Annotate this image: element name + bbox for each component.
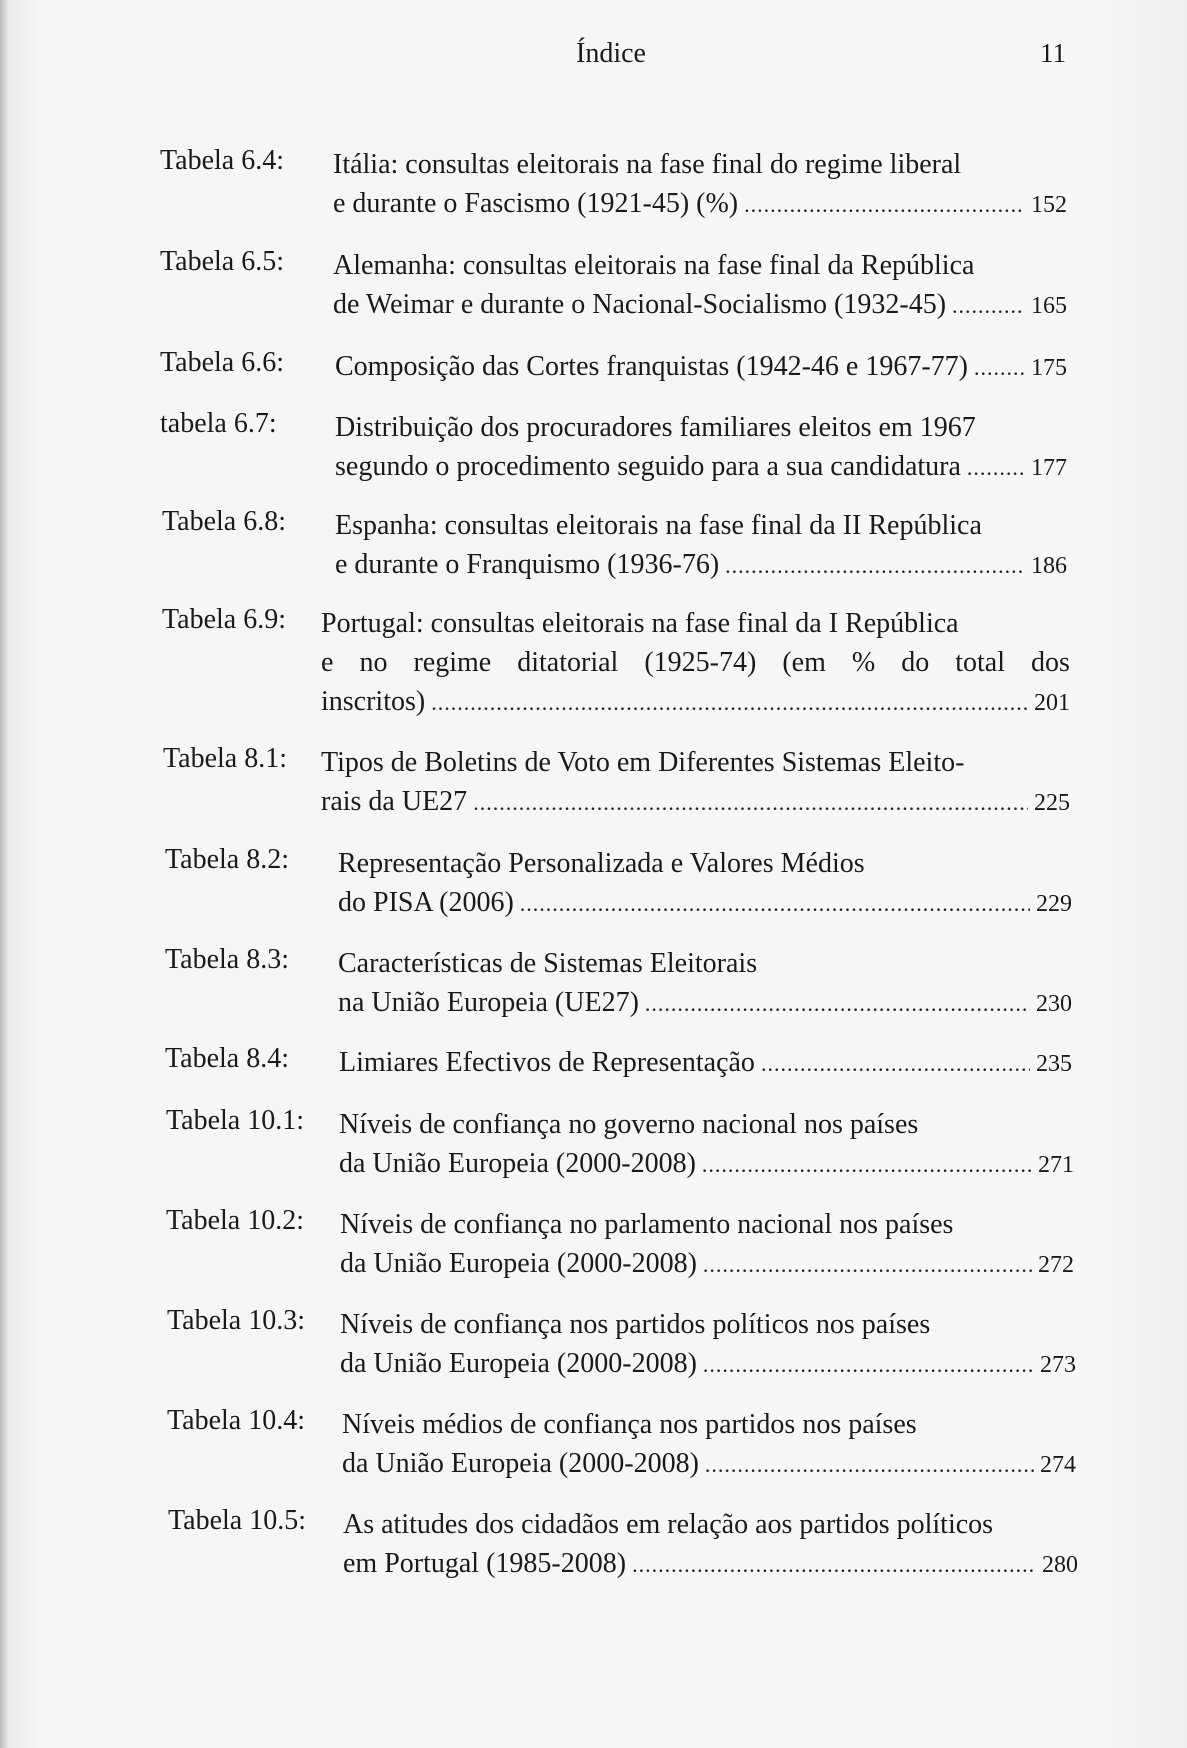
toc-entry-page-number: 152 — [1031, 192, 1067, 218]
toc-entry-description — [338, 844, 1072, 924]
dot-leader — [702, 1145, 1032, 1184]
dot-leader — [703, 1345, 1034, 1384]
toc-entry-label: Tabela 8.2: — [165, 844, 289, 875]
toc-entry-last-line — [338, 983, 1072, 1024]
dot-leader — [952, 286, 1025, 325]
toc-entry-text: da União Europeia (2000-2008) — [340, 1348, 697, 1379]
toc-entry-label: Tabela 6.5: — [160, 246, 284, 277]
toc-entry-word: dos — [1031, 647, 1070, 678]
toc-entry-description — [335, 347, 1067, 388]
toc-entry-text: inscritos) — [321, 686, 426, 717]
toc-entry-page-number: 230 — [1036, 991, 1072, 1017]
toc-entry-label: Tabela 6.6: — [160, 347, 284, 378]
toc-entry-description — [338, 944, 1072, 1024]
toc-entry-text: Limiares Efectivos de Representação — [339, 1047, 755, 1078]
toc-entry-line: Itália: consultas eleitorais na fase final do regime liberal — [333, 149, 962, 180]
toc-entry-word: e — [321, 647, 334, 678]
dot-leader — [645, 984, 1030, 1023]
toc-entry-line: As atitudes dos cidadãos em relação aos partidos políticos — [343, 1509, 994, 1540]
toc-entry-last-line — [333, 285, 1067, 326]
toc-entry-description — [339, 1105, 1074, 1185]
header-page-number: 11 — [1040, 38, 1066, 68]
dot-leader — [974, 348, 1025, 387]
toc-entry-label: Tabela 8.1: — [163, 743, 287, 774]
toc-entry-page-number: 235 — [1036, 1051, 1072, 1077]
toc-entry-description — [335, 408, 1067, 488]
toc-entry-word: (1925-74) — [644, 647, 757, 678]
toc-entry-last-line — [340, 1244, 1074, 1285]
toc-entry-description — [343, 1505, 1078, 1585]
dot-leader — [725, 546, 1025, 585]
toc-entry-line: Características de Sistemas Eleitorais — [338, 948, 758, 979]
dot-leader — [632, 1545, 1036, 1584]
toc-entry-last-line — [333, 184, 1067, 225]
header-title: Índice — [576, 38, 646, 69]
toc-entry-page-number: 201 — [1034, 690, 1070, 716]
toc-entry-page-number: 177 — [1031, 455, 1067, 481]
toc-entry-last-line — [335, 447, 1067, 488]
dot-leader — [705, 1445, 1034, 1484]
dot-leader — [431, 683, 1028, 722]
toc-entry-description — [335, 506, 1067, 586]
toc-entry-label: Tabela 6.9: — [162, 604, 286, 635]
toc-entry-line: Tipos de Boletins de Voto em Diferentes Sistemas Eleito- — [321, 747, 965, 778]
toc-entry-text: em Portugal (1985-2008) — [343, 1548, 627, 1579]
toc-entry-line: Espanha: consultas eleitorais na fase final da II República — [335, 510, 982, 541]
dot-leader — [967, 448, 1025, 487]
toc-entry-page-number: 186 — [1031, 553, 1067, 579]
toc-entry-last-line — [343, 1544, 1078, 1585]
toc-entry-page-number: 273 — [1040, 1352, 1076, 1378]
dot-leader — [744, 185, 1025, 224]
toc-entry-description — [333, 145, 1067, 225]
toc-entry-line — [321, 643, 1070, 682]
toc-entry-label: Tabela 6.8: — [162, 506, 286, 537]
toc-entry-line: Níveis de confiança no parlamento nacional nos países — [340, 1209, 954, 1240]
toc-entry-last-line — [340, 1344, 1076, 1385]
toc-entry-label: tabela 6.7: — [160, 408, 277, 439]
toc-entry-page-number: 229 — [1036, 891, 1072, 917]
toc-entry-text: na União Europeia (UE27) — [338, 987, 639, 1018]
toc-entry-word: ditatorial — [517, 647, 619, 678]
toc-entry-label: Tabela 10.2: — [166, 1205, 304, 1236]
toc-entry-label: Tabela 8.3: — [165, 944, 289, 975]
toc-entry-last-line — [339, 1144, 1074, 1185]
toc-entry-last-line — [342, 1444, 1076, 1485]
toc-entry-label: Tabela 6.4: — [160, 145, 284, 176]
toc-entry-word: total — [955, 647, 1005, 678]
toc-entry-text: Composição das Cortes franquistas (1942-46 e 1967-77) — [335, 351, 968, 382]
toc-entry-last-line — [321, 682, 1070, 723]
toc-entry-description — [333, 246, 1067, 326]
toc-entry-text: e durante o Franquismo (1936-76) — [335, 549, 720, 580]
toc-entry-text: do PISA (2006) — [338, 887, 514, 918]
toc-entry-last-line — [338, 883, 1072, 924]
dot-leader — [761, 1044, 1030, 1083]
toc-entry-description — [321, 604, 1070, 723]
toc-entry-text: da União Europeia (2000-2008) — [342, 1448, 699, 1479]
toc-entry-label: Tabela 10.3: — [167, 1305, 305, 1336]
toc-entry-page-number: 280 — [1042, 1552, 1078, 1578]
toc-entry-description — [339, 1043, 1072, 1084]
dot-leader — [473, 783, 1028, 822]
toc-entry-label: Tabela 10.5: — [168, 1505, 306, 1536]
toc-entry-text: segundo o procedimento seguido para a sua candidatura — [335, 451, 961, 482]
toc-entry-line: Alemanha: consultas eleitorais na fase final da República — [333, 250, 975, 281]
toc-entry-label: Tabela 10.1: — [166, 1105, 304, 1136]
toc-entry-description — [340, 1205, 1074, 1285]
toc-entry-text: rais da UE27 — [321, 786, 468, 817]
toc-entry-word: no — [359, 647, 388, 678]
toc-entry-word: regime — [413, 647, 492, 678]
toc-entry-page-number: 271 — [1038, 1152, 1074, 1178]
dot-leader — [520, 884, 1030, 923]
toc-entry-label: Tabela 8.4: — [165, 1043, 289, 1074]
toc-entry-line: Níveis de confiança nos partidos políticos nos países — [340, 1309, 931, 1340]
toc-entry-word: % — [851, 647, 876, 678]
toc-entry-word: (em — [782, 647, 826, 678]
toc-entry-line: Níveis médios de confiança nos partidos nos países — [342, 1409, 917, 1440]
toc-entry-last-line — [335, 347, 1067, 388]
toc-entry-line: Níveis de confiança no governo nacional nos países — [339, 1109, 919, 1140]
toc-entry-description — [321, 743, 1070, 823]
toc-entry-page-number: 225 — [1034, 790, 1070, 816]
toc-entry-line: Portugal: consultas eleitorais na fase final da I República — [321, 608, 959, 639]
dot-leader — [703, 1245, 1032, 1284]
toc-entry-line: Representação Personalizada e Valores Médios — [338, 848, 865, 879]
toc-entry-line: Distribuição dos procuradores familiares eleitos em 1967 — [335, 412, 976, 443]
toc-entry-text: da União Europeia (2000-2008) — [340, 1248, 697, 1279]
toc-entry-page-number: 175 — [1031, 355, 1067, 381]
toc-entry-word: do — [901, 647, 930, 678]
toc-entry-label: Tabela 10.4: — [167, 1405, 305, 1436]
toc-entry-page-number: 272 — [1038, 1252, 1074, 1278]
toc-entry-last-line — [339, 1043, 1072, 1084]
toc-entry-description — [340, 1305, 1076, 1385]
toc-entry-text: da União Europeia (2000-2008) — [339, 1148, 696, 1179]
toc-entry-text: de Weimar e durante o Nacional-Socialismo (1932-45) — [333, 289, 947, 320]
toc-entry-page-number: 165 — [1031, 293, 1067, 319]
toc-entry-text: e durante o Fascismo (1921-45) (%) — [333, 188, 739, 219]
toc-entry-last-line — [321, 782, 1070, 823]
toc-entry-last-line — [335, 545, 1067, 586]
toc-entry-description — [342, 1405, 1076, 1485]
toc-entry-page-number: 274 — [1040, 1452, 1076, 1478]
